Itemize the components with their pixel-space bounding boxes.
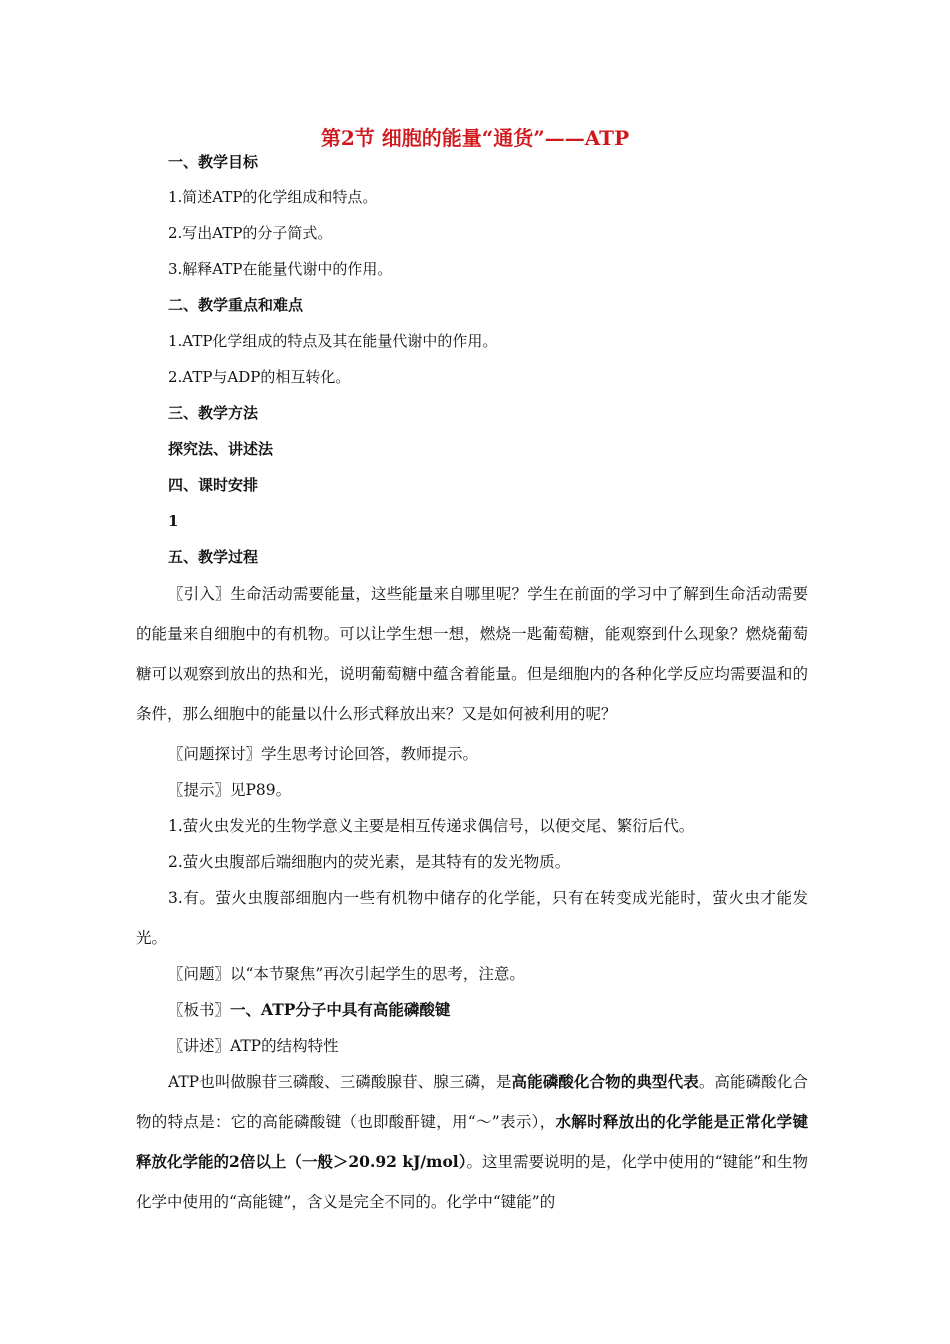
lecture-paragraph: 〖讲述〗ATP的结构特性: [168, 1037, 339, 1055]
methods-text: 探究法、讲述法: [168, 440, 274, 458]
section-heading-schedule: 四、课时安排: [168, 476, 259, 494]
hint-item: 1.萤火虫发光的生物学意义主要是相互传递求偶信号，以便交尾、繁衍后代。: [168, 817, 695, 835]
board-label: 〖板书〗: [168, 1001, 231, 1019]
section-heading-key-points: 二、教学重点和难点: [168, 296, 304, 314]
page-title: 第2节 细胞的能量“通货”——ATP: [320, 126, 630, 150]
atp-bold-1: 高能磷酸化合物的典型代表: [511, 1072, 699, 1091]
hint-item: 3.有。萤火虫腹部细胞内一些有机物中储存的化学能，只有在转变成光能时，萤火虫才能发光。: [136, 889, 808, 947]
atp-bold-2: 水解时释放出的化学能是正常化学键释放化学能的2倍以上（一般＞20.92 kJ/mol）: [136, 1112, 808, 1171]
atp-text-2: 。高能磷酸化合物的特点是：它的高能磷酸键（也即酸酐键，用“～”表示），: [136, 1073, 808, 1131]
objective-item: 1.简述ATP的化学组成和特点。: [168, 188, 378, 206]
question-paragraph: 〖问题〗以“本节聚焦”再次引起学生的思考，注意。: [168, 965, 525, 983]
hint-paragraph: 〖提示〗见P89。: [168, 781, 292, 799]
section-heading-objectives: 一、教学目标: [168, 153, 259, 171]
atp-text-3: 。这里需要说明的是，化学中使用的“键能”和生物化学中使用的“高能键”，含义是完全不同的。化学中“键能”的: [136, 1153, 808, 1211]
discussion-paragraph: 〖问题探讨〗学生思考讨论回答，教师提示。: [168, 745, 479, 763]
key-point-item: 1.ATP化学组成的特点及其在能量代谢中的作用。: [168, 332, 498, 350]
key-point-item: 2.ATP与ADP的相互转化。: [168, 368, 351, 386]
hint-item: 2.萤火虫腹部后端细胞内的荧光素，是其特有的发光物质。: [168, 853, 571, 871]
objective-item: 2.写出ATP的分子简式。: [168, 224, 333, 242]
intro-paragraph: 〖引入〗生命活动需要能量，这些能量来自哪里呢？学生在前面的学习中了解到生命活动需要的能量来自细胞中的有机物。可以让学生想一想，燃烧一匙葡萄糖，能观察到什么现象？燃烧葡萄糖可以观察到放出的热和光，说明葡萄糖中蕴含着能量。但是细胞内的各种化学反应均需要温和的条件，那么细胞中的能量以什么形式释放出来？又是如何被利用的呢？: [136, 585, 808, 723]
atp-paragraph: [136, 1062, 808, 1222]
objective-item: 3.解释ATP在能量代谢中的作用。: [168, 260, 393, 278]
board-paragraph: [136, 990, 808, 1030]
section-heading-methods: 三、教学方法: [168, 404, 259, 422]
section-heading-process: 五、教学过程: [168, 548, 259, 566]
schedule-text: 1: [168, 512, 179, 530]
atp-text-1: ATP也叫做腺苷三磷酸、三磷酸腺苷、腺三磷，是: [168, 1073, 512, 1091]
board-heading: 一、ATP分子中具有高能磷酸键: [230, 1000, 451, 1019]
